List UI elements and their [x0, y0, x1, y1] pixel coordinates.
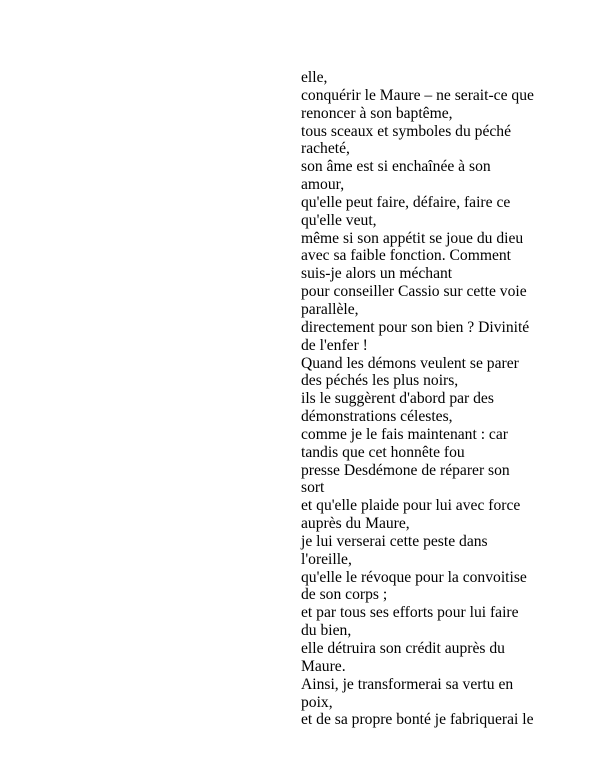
text-line: de son corps ; [301, 586, 388, 604]
text-line: Maure. [301, 657, 346, 675]
text-line: amour, [301, 176, 345, 194]
text-line: comme je le fais maintenant : car [301, 425, 508, 443]
text-line: du bien, [301, 622, 352, 640]
text-line: presse Desdémone de réparer son [301, 461, 510, 479]
text-line: et qu'elle plaide pour lui avec force [301, 497, 521, 515]
text-line: je lui verserai cette peste dans [301, 532, 488, 550]
text-line: renoncer à son baptême, [301, 104, 453, 122]
text-line: tandis que cet honnête fou [301, 443, 465, 461]
text-line: avec sa faible fonction. Comment [301, 247, 512, 265]
text-line: sort [301, 479, 325, 497]
text-line: démonstrations célestes, [301, 408, 453, 426]
text-line: conquérir le Maure – ne serait-ce que [301, 86, 534, 104]
text-line: elle détruira son crédit auprès du [301, 640, 505, 657]
text-line: Ainsi, je transformerai sa vertu en [301, 675, 514, 693]
text-line: elle, [301, 69, 328, 86]
text-line: l'oreille, [301, 550, 352, 568]
text-line: parallèle, [301, 300, 359, 318]
text-line: et de sa propre bonté je fabriquerai le [301, 711, 534, 729]
text-line: Quand les démons veulent se parer [301, 354, 519, 372]
text-line: racheté, [301, 140, 350, 158]
text-line: son âme est si enchaînée à son [301, 158, 491, 176]
text-line: et par tous ses efforts pour lui faire [301, 604, 519, 622]
text-line: qu'elle veut, [301, 211, 377, 229]
text-line: pour conseiller Cassio sur cette voie [301, 283, 527, 301]
text-line: poix, [301, 693, 333, 711]
text-line: ils le suggèrent d'abord par des [301, 390, 494, 408]
text-line: de l'enfer ! [301, 336, 368, 354]
text-column [301, 69, 541, 729]
text-line: tous sceaux et symboles du péché [301, 122, 512, 140]
text-line: auprès du Maure, [301, 515, 410, 533]
text-line: même si son appétit se joue du dieu [301, 229, 524, 247]
text-line: qu'elle le révoque pour la convoitise [301, 568, 527, 586]
text-line: qu'elle peut faire, défaire, faire ce [301, 193, 511, 211]
text-line: suis-je alors un méchant [301, 265, 453, 283]
text-line: des péchés les plus noirs, [301, 372, 459, 390]
text-line: directement pour son bien ? Divinité [301, 318, 530, 336]
